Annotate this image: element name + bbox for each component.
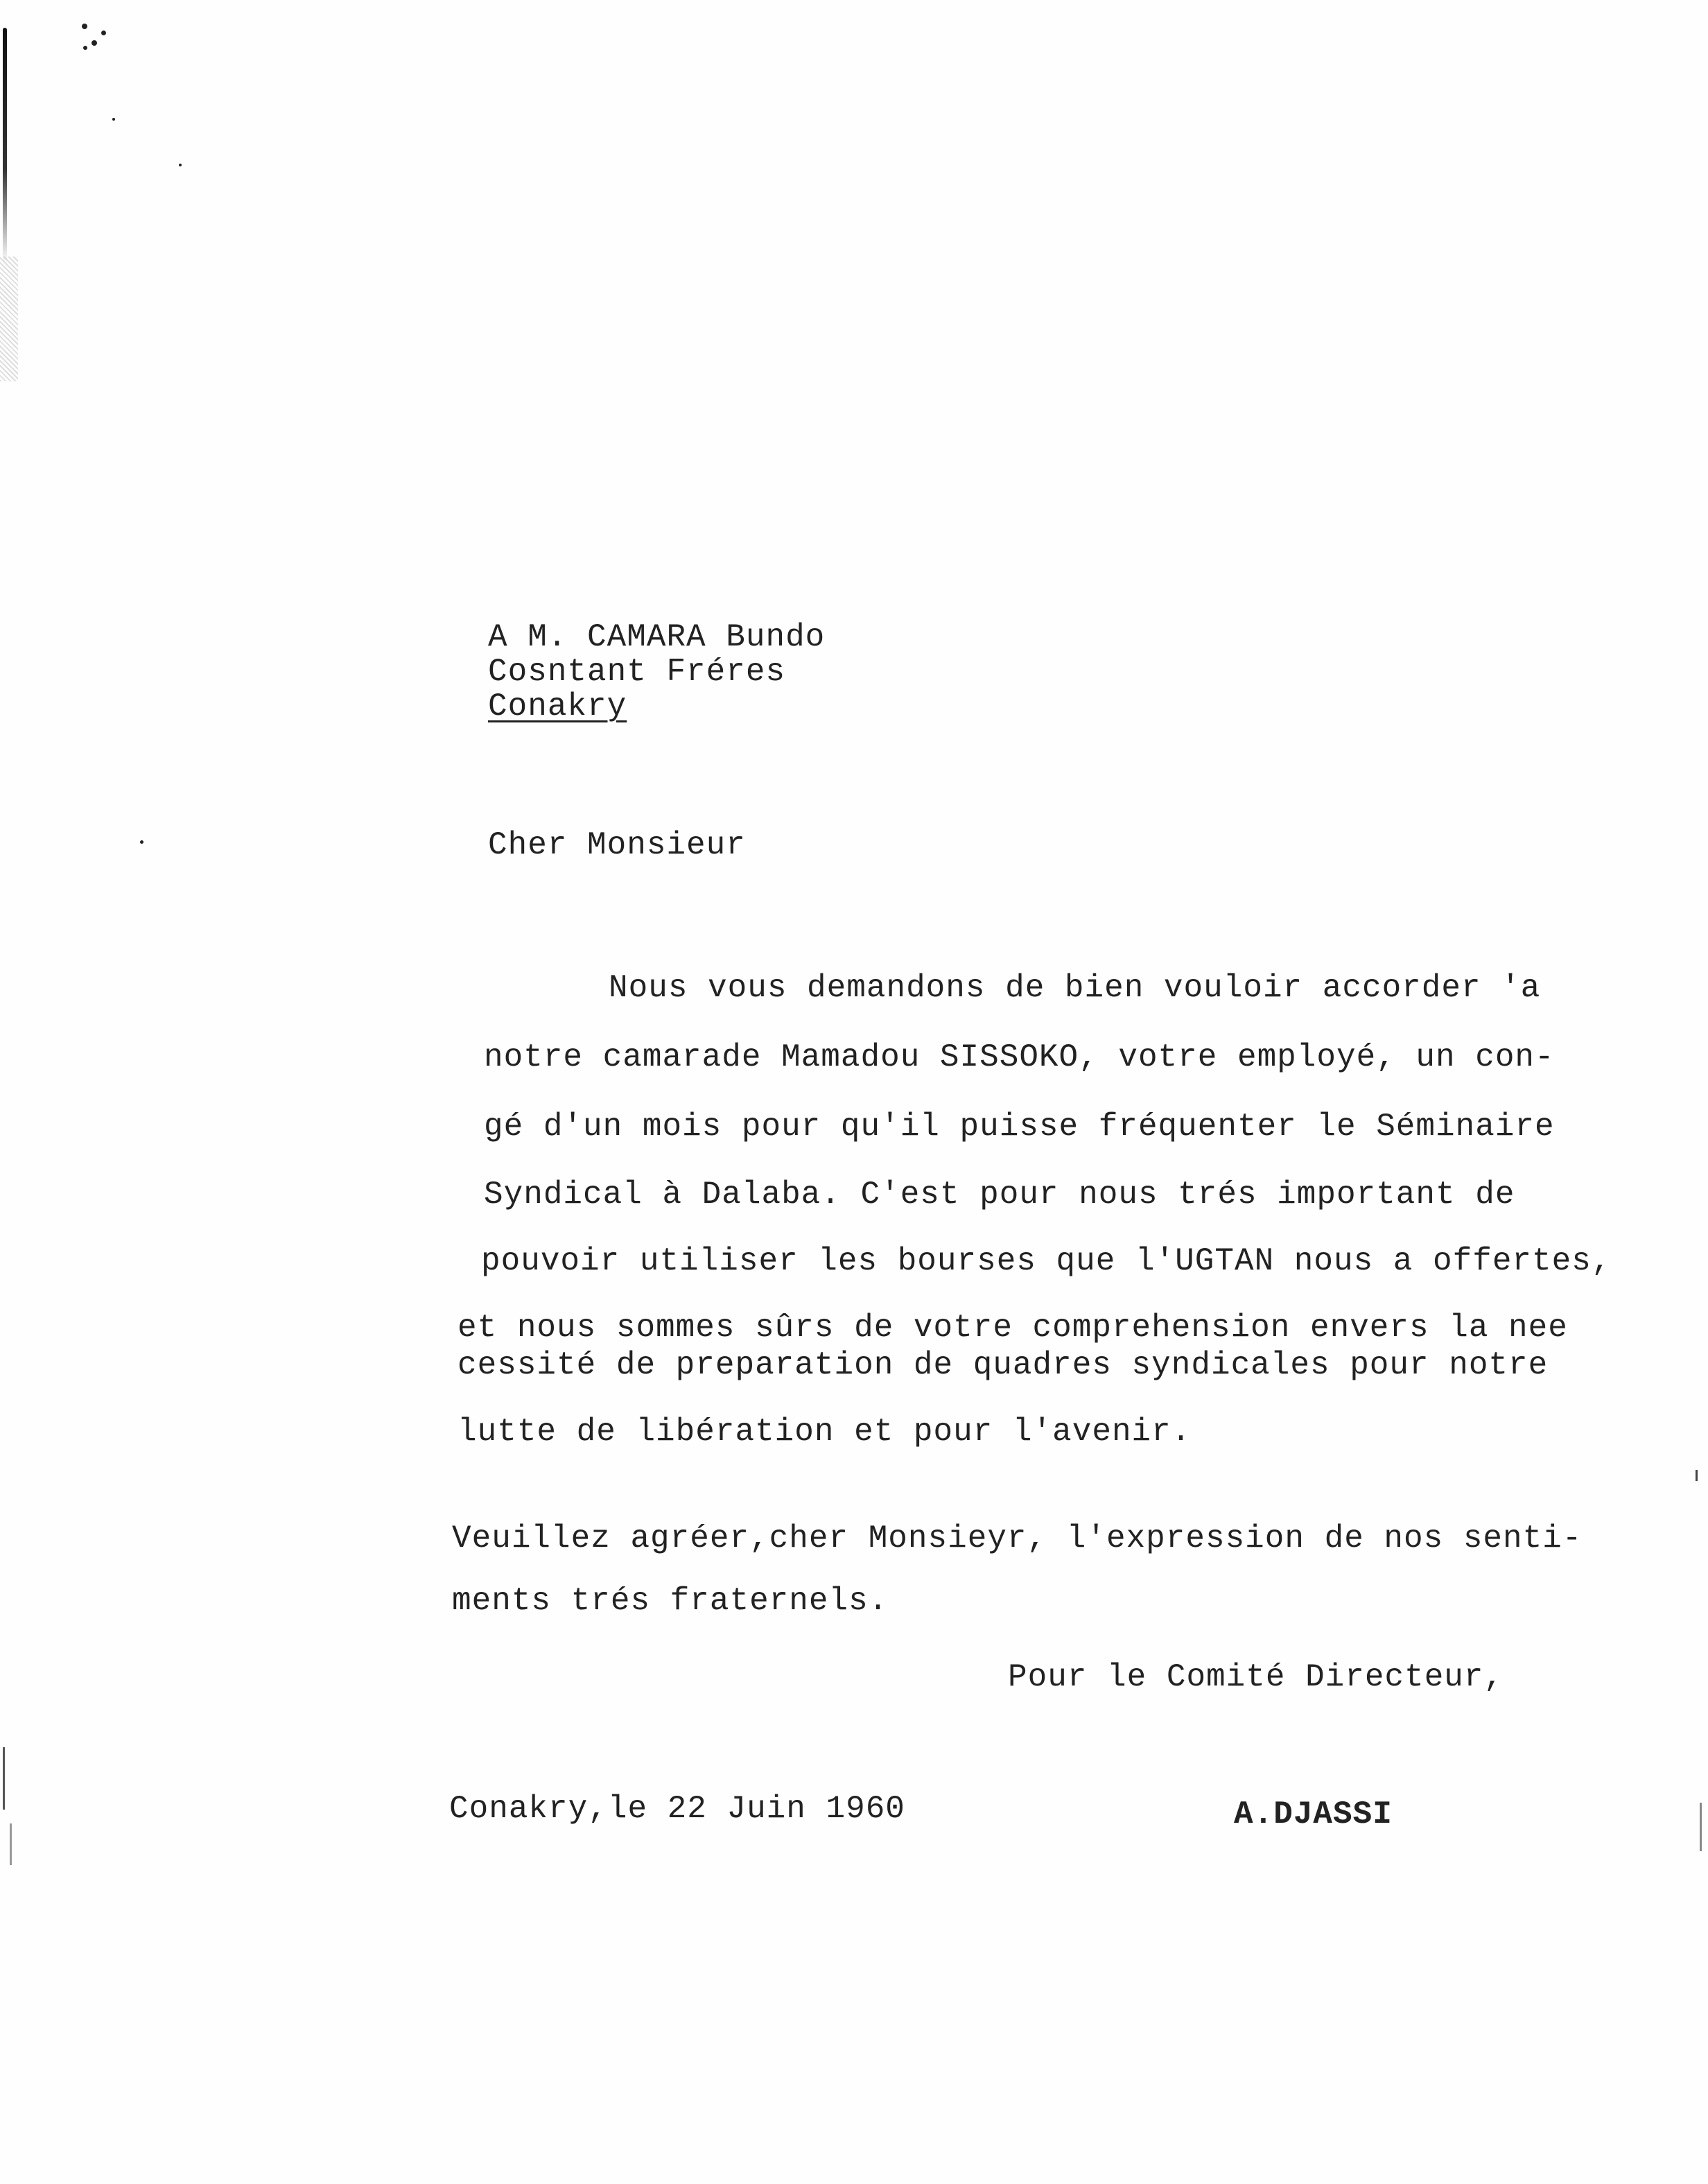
scan-edge-mark	[3, 28, 7, 263]
body-line: Syndical à Dalaba. C'est pour nous trés important de	[484, 1177, 1515, 1213]
scan-edge-mark	[10, 1823, 12, 1865]
scan-speck	[83, 46, 87, 50]
recipient-city: Conakry	[488, 688, 627, 725]
body-line: notre camarade Mamadou SISSOKO, votre employé, un con-	[484, 1039, 1555, 1075]
closing-line: Veuillez agréer,cher Monsieyr, l'expression de nos senti-	[452, 1520, 1583, 1557]
scan-speck	[92, 40, 97, 46]
body-line: gé d'un mois pour qu'il puisse fréquenter le Séminaire	[484, 1109, 1555, 1145]
salutation: Cher Monsieur	[488, 827, 746, 863]
scan-speck	[82, 24, 87, 29]
body-line: Nous vous demandons de bien vouloir accorder 'a	[609, 970, 1541, 1006]
scan-speck	[112, 118, 115, 121]
scan-edge-mark	[1696, 1470, 1698, 1481]
body-line: pouvoir utiliser les bourses que l'UGTAN nous a offertes,	[481, 1243, 1612, 1279]
scan-smudge	[0, 257, 18, 381]
recipient-line: A M. CAMARA Bundo	[488, 619, 826, 655]
scan-speck	[140, 840, 143, 844]
signature-block: Pour le Comité Directeur,	[1008, 1659, 1504, 1695]
scan-edge-mark	[3, 1747, 5, 1810]
scan-edge-mark	[1700, 1803, 1702, 1851]
scan-speck	[101, 31, 106, 35]
body-line: cessité de preparation de quadres syndicales pour notre	[458, 1347, 1549, 1383]
scan-speck	[179, 164, 182, 166]
place-date: Conakry,le 22 Juin 1960	[449, 1791, 905, 1827]
recipient-line: Cosntant Fréres	[488, 654, 786, 690]
closing-line: ments trés fraternels.	[452, 1583, 889, 1619]
body-line: lutte de libération et pour l'avenir.	[458, 1414, 1192, 1450]
signatory-name: A.DJASSI	[1234, 1796, 1393, 1832]
body-line: et nous sommes sûrs de votre comprehension envers la nee	[458, 1310, 1568, 1346]
